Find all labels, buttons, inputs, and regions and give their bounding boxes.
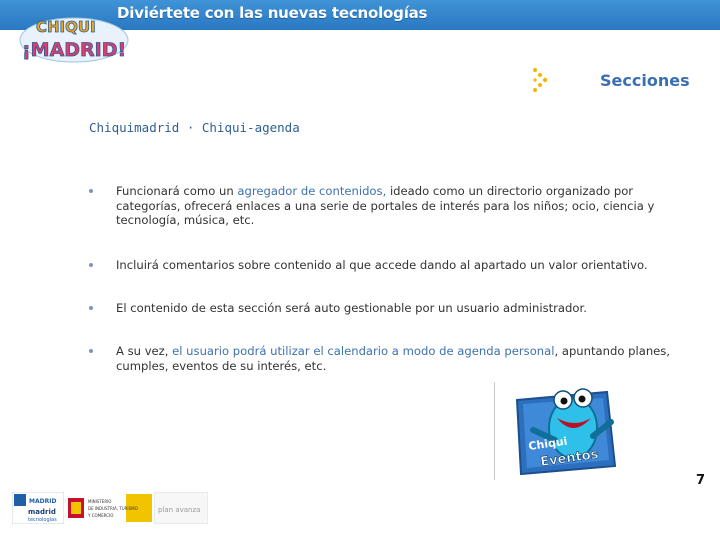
page-number: 7 — [696, 473, 706, 488]
bullet-dot — [89, 306, 93, 310]
plan-avanza-logo — [154, 492, 208, 524]
ministerio-logo — [66, 492, 152, 524]
highlight-link[interactable]: el usuario podrá utilizar el calendario a modo de agenda personal — [172, 344, 555, 358]
ministerio-line2: DE INDUSTRIA, TURISMO — [88, 506, 138, 511]
breadcrumb: Chiquimadrid · Chiqui-agenda — [89, 120, 300, 135]
logo-text-top: CHIQUI — [36, 18, 96, 36]
ministerio-line3: Y COMERCIO — [88, 513, 114, 518]
madrid-tecnologias-logo — [12, 492, 64, 524]
bullet-text: Funcionará como un agregador de contenidos, ideado como un directorio organizado por categorías, ofrecerá enlaces a una serie de portales de interés para los niños; ocio, ciencia y tecnología, música, etc. — [116, 184, 655, 227]
chiqui-eventos-mascot — [495, 378, 625, 478]
bullet-text: El contenido de esta sección será auto gestionable por un usuario administrador. — [116, 301, 587, 315]
plan-avanza-text: plan avanza — [158, 506, 201, 514]
highlight-link[interactable]: agregador de contenidos, — [237, 184, 387, 198]
mascot-text-line1: Chiqui — [527, 434, 569, 453]
madrid-logo-sub: tecnologías — [28, 517, 57, 523]
bullet-dot — [89, 189, 93, 193]
logo-text-bottom: ¡MADRID! — [22, 39, 127, 61]
madrid-logo-top: MADRID — [29, 498, 57, 505]
bullet-text: A su vez, el usuario podrá utilizar el calendario a modo de agenda personal, apuntando planes, cumples, eventos de su interés, etc. — [116, 344, 671, 373]
bullet-text: Incluirá comentarios sobre contenido al que accede dando al apartado un valor orientativo. — [116, 258, 648, 272]
bullet-dot — [89, 263, 93, 267]
banner-title: Diviértete con las nuevas tecnologías — [117, 4, 428, 22]
ministerio-line1: MINISTERIO — [88, 499, 112, 504]
madrid-logo-name: madrid — [28, 508, 56, 516]
sections-link[interactable]: Secciones — [600, 71, 690, 90]
chiquimadrid-logo — [18, 8, 134, 64]
bullet-dot — [89, 349, 93, 353]
mascot-text-line2: Eventos — [539, 446, 600, 470]
dotted-arrow-icon — [530, 66, 552, 96]
